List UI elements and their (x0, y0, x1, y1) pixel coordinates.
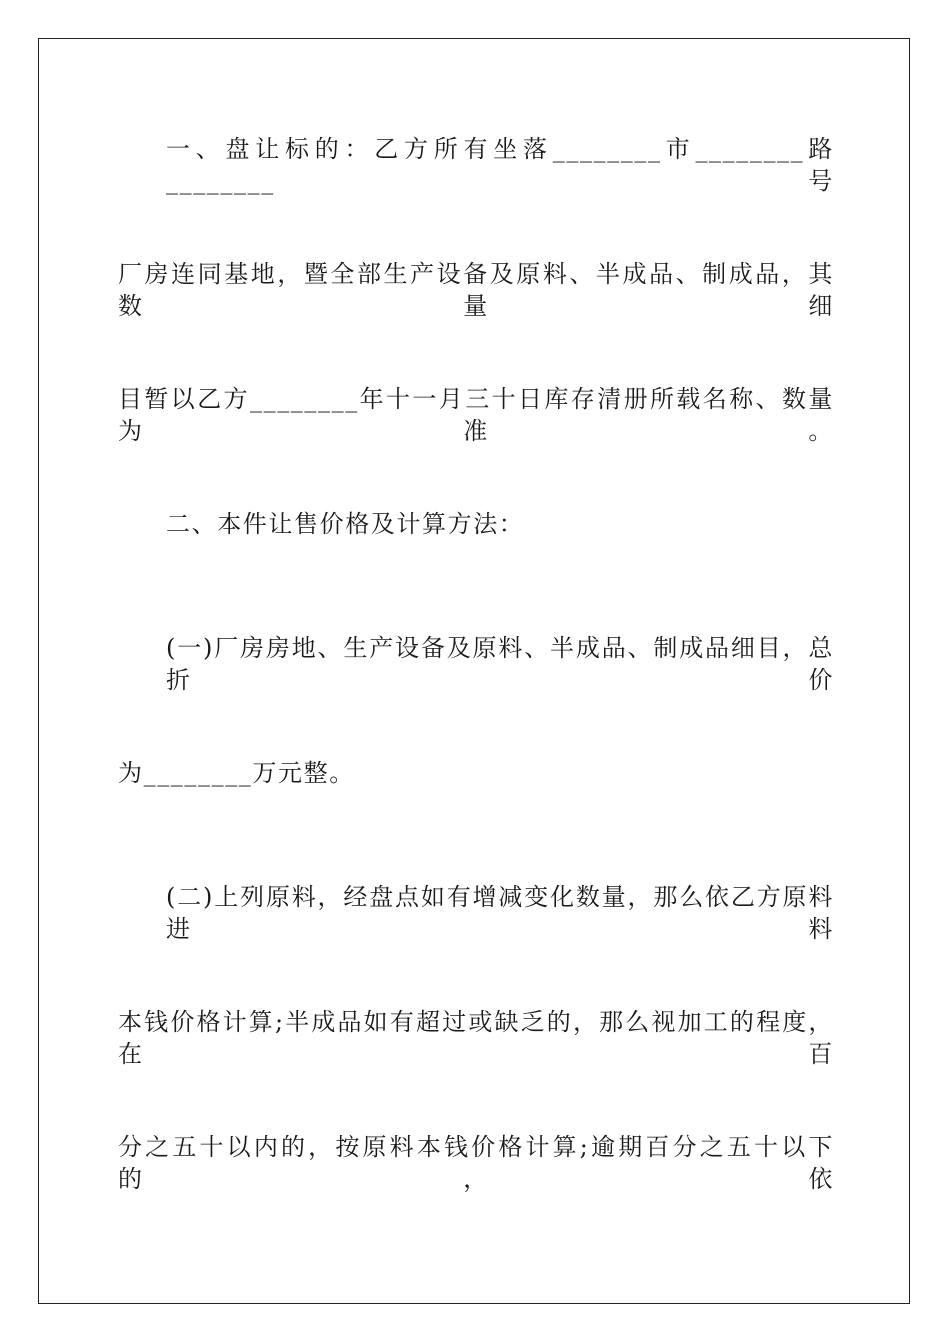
clause-1-line-3: 目暂以乙方________年十一月三十日库存清册所载名称、数量为准。 (118, 385, 834, 445)
clause-2-heading: 二、本件让售价格及计算方法： (166, 510, 525, 538)
clause-2-item-2-line-2: 本钱价格计算;半成品如有超过或缺乏的，那么视加工的程度，在百 (118, 1008, 834, 1068)
clause-2-item-1-line-2: 为________万元整。 (118, 759, 355, 787)
clause-1-line-1: 一、盘让标的：乙方所有坐落________市________路________号 (166, 135, 834, 195)
clause-2-item-2-line-3: 分之五十以内的，按原料本钱价格计算;逾期百分之五十以下的，依 (118, 1133, 834, 1193)
clause-2-item-2-line-1: (二)上列原料，经盘点如有增减变化数量，那么依乙方原料进料 (166, 883, 834, 943)
clause-2-item-1-line-1: (一)厂房房地、生产设备及原料、半成品、制成品细目，总折价 (166, 634, 834, 694)
clause-1-line-2: 厂房连同基地，暨全部生产设备及原料、半成品、制成品，其数量细 (118, 260, 834, 320)
